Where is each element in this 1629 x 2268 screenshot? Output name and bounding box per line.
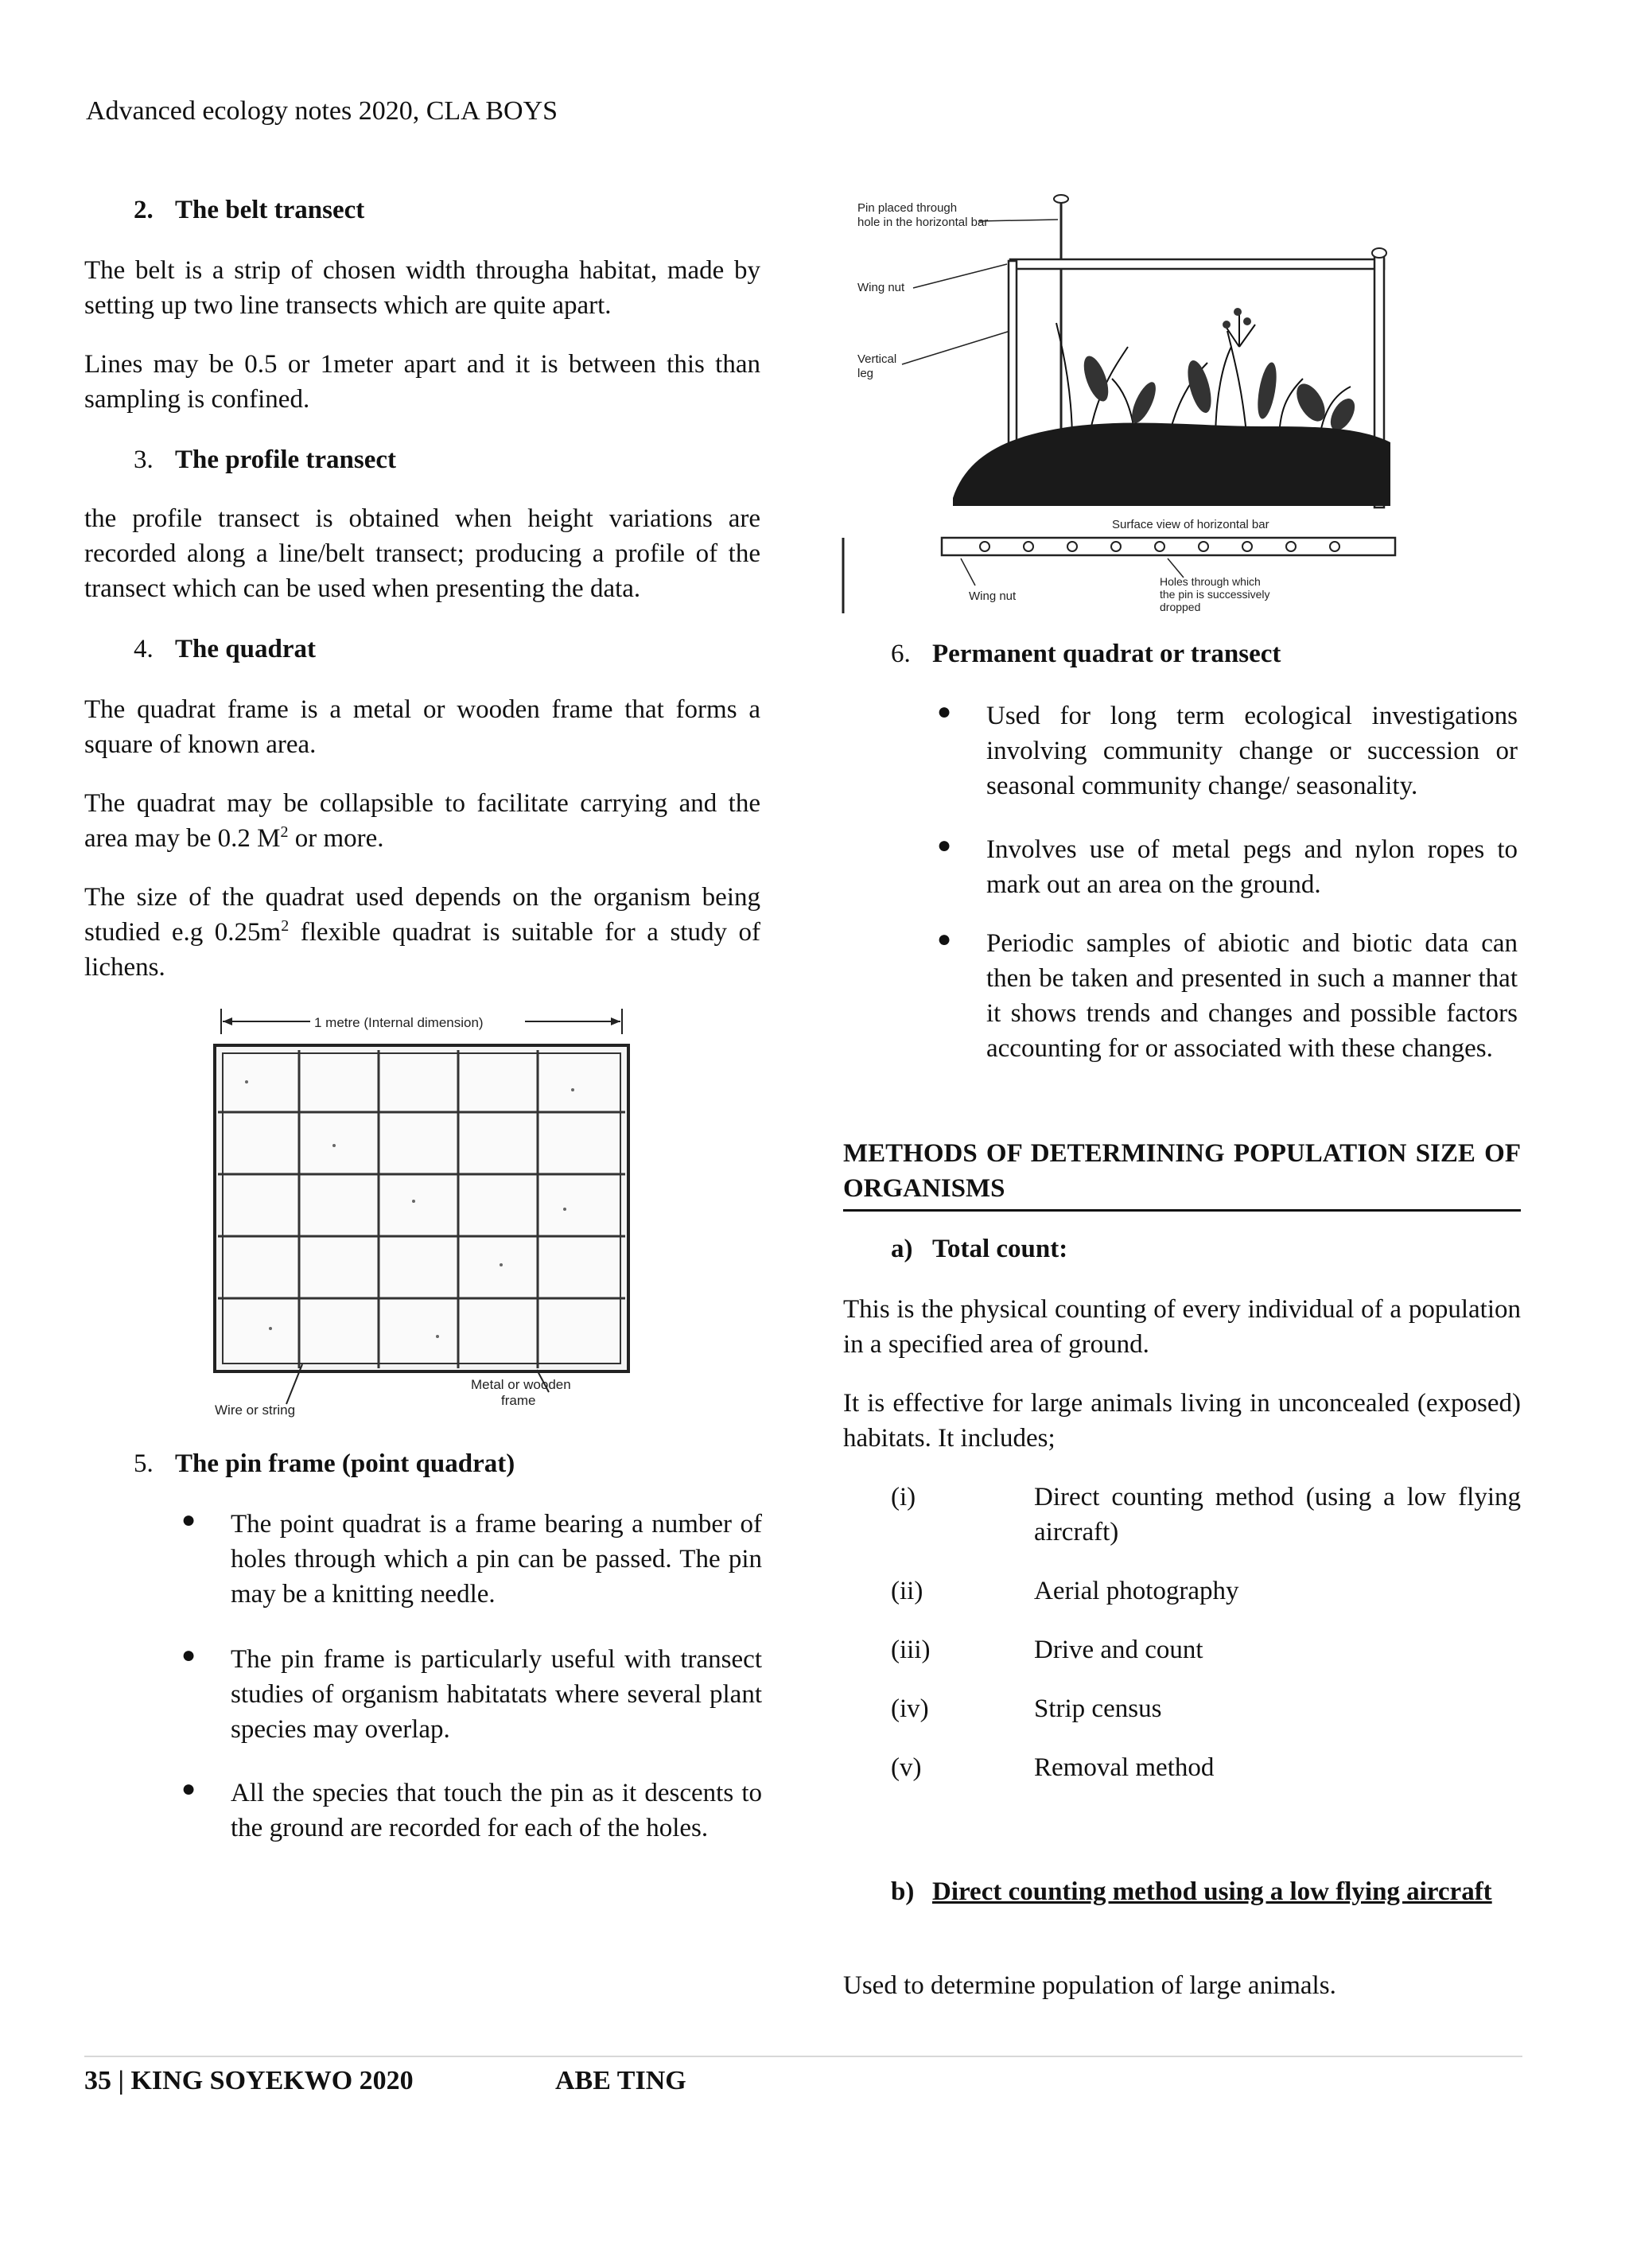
direct-counting-heading: b) Direct counting method using a low flying aircraft — [891, 1874, 1521, 1909]
section-number: 6. — [891, 640, 911, 668]
direct-counting-paragraph: Used to determine population of large animals. — [843, 1971, 1336, 2000]
pin-frame-figure — [834, 188, 1406, 617]
total-count-heading: a) Total count: — [891, 1231, 1067, 1266]
section-number: 2. — [134, 196, 154, 224]
section-number: 3. — [134, 445, 154, 474]
belt-paragraph-2: Lines may be 0.5 or 1meter apart and it is between this than sampling is confined. — [84, 350, 760, 414]
wire-label: Wire or string — [215, 1402, 296, 1418]
belt-transect-heading: 2. The belt transect — [134, 193, 364, 228]
methods-heading: METHODS OF DETERMINING POPULATION SIZE OF ORGANISMS — [843, 1136, 1521, 1212]
list-item: ● The pin frame is particularly useful with transect studies of organism habitatats where several plant species may overlap. — [181, 1642, 762, 1744]
wing-nut-label: Wing nut — [857, 281, 905, 294]
belt-paragraph-1: The belt is a strip of chosen width througha habitat, made by setting up two line transects which are quite apart. — [84, 256, 760, 320]
list-item: ● Periodic samples of abiotic and biotic data can then be taken and presented in such a manner that it shows trends and changes and possible factors accounting for or associated with these changes. — [937, 926, 1518, 1063]
total-count-paragraph-1: This is the physical counting of every individual of a population in a specified area of ground. — [843, 1295, 1521, 1359]
item-letter: b) — [891, 1877, 915, 1906]
quadrat-heading: 4. The quadrat — [134, 632, 316, 667]
list-item: ● The point quadrat is a frame bearing a number of holes through which a pin can be passed. The pin may be a knitting needle. — [181, 1507, 762, 1609]
vertical-leg-label-2: leg — [857, 367, 874, 380]
vertical-leg-label: Vertical — [857, 352, 897, 366]
section-number: 5. — [134, 1449, 154, 1478]
bullet-icon: ● — [181, 1776, 196, 1802]
frame-label: Metal or wooden — [471, 1377, 571, 1392]
quadrat-paragraph-2: The quadrat may be collapsible to facilitate carrying and the area may be 0.2 $M^2$ or more. — [84, 789, 760, 853]
footer-page-info: 35 | KING SOYEKWO 2020 — [84, 2066, 414, 2095]
profile-paragraph: the profile transect is obtained when height variations are recorded along a line/belt transect; producing a profile of the transect which can be used when presenting the data. — [84, 504, 760, 603]
item-letter: a) — [891, 1235, 913, 1263]
bullet-icon: ● — [181, 1642, 196, 1668]
quadrat-frame-figure — [199, 1002, 644, 1424]
holes-label-3: dropped — [1160, 601, 1201, 613]
bullet-icon: ● — [937, 832, 952, 858]
profile-transect-heading: 3. The profile transect — [134, 442, 396, 477]
quadrat-paragraph-1: The quadrat frame is a metal or wooden frame that forms a square of known area. — [84, 695, 760, 759]
surface-view-label: Surface view of horizontal bar — [1112, 518, 1269, 531]
footer-rule — [84, 2056, 1522, 2057]
pin-label-2: hole in the horizontal bar — [857, 216, 989, 229]
list-item: ● Involves use of metal pegs and nylon ropes to mark out an area on the ground. — [937, 832, 1518, 899]
bullet-icon: ● — [937, 926, 952, 952]
footer-author: ABE TING — [555, 2066, 686, 2095]
dimension-label: 1 metre (Internal dimension) — [314, 1015, 484, 1030]
bullet-icon: ● — [181, 1507, 196, 1533]
total-count-paragraph-2: It is effective for large animals living in unconcealed (exposed) habitats. It includes; — [843, 1389, 1521, 1453]
section-number: 4. — [134, 635, 154, 663]
pin-frame-heading: 5. The pin frame (point quadrat) — [134, 1446, 515, 1481]
list-item: ● Used for long term ecological investigations involving community change or succession or seasonal community change/ seasonality. — [937, 698, 1518, 800]
wing-nut-label-2: Wing nut — [969, 589, 1017, 603]
permanent-quadrat-heading: 6. Permanent quadrat or transect — [891, 636, 1281, 671]
holes-label: Holes through which — [1160, 575, 1261, 588]
pin-label: Pin placed through — [857, 201, 958, 215]
page-header: Advanced ecology notes 2020, CLA BOYS — [86, 96, 558, 126]
bullet-icon: ● — [937, 698, 952, 725]
list-item: ● All the species that touch the pin as it descents to the ground are recorded for each of the holes. — [181, 1776, 762, 1842]
frame-label-2: frame — [501, 1393, 536, 1408]
holes-label-2: the pin is successively — [1160, 588, 1270, 601]
quadrat-paragraph-3: The size of the quadrat used depends on the organism being studied e.g $0.25m^2$ flexible quadrat is suitable for a study of lichens. — [84, 883, 760, 982]
